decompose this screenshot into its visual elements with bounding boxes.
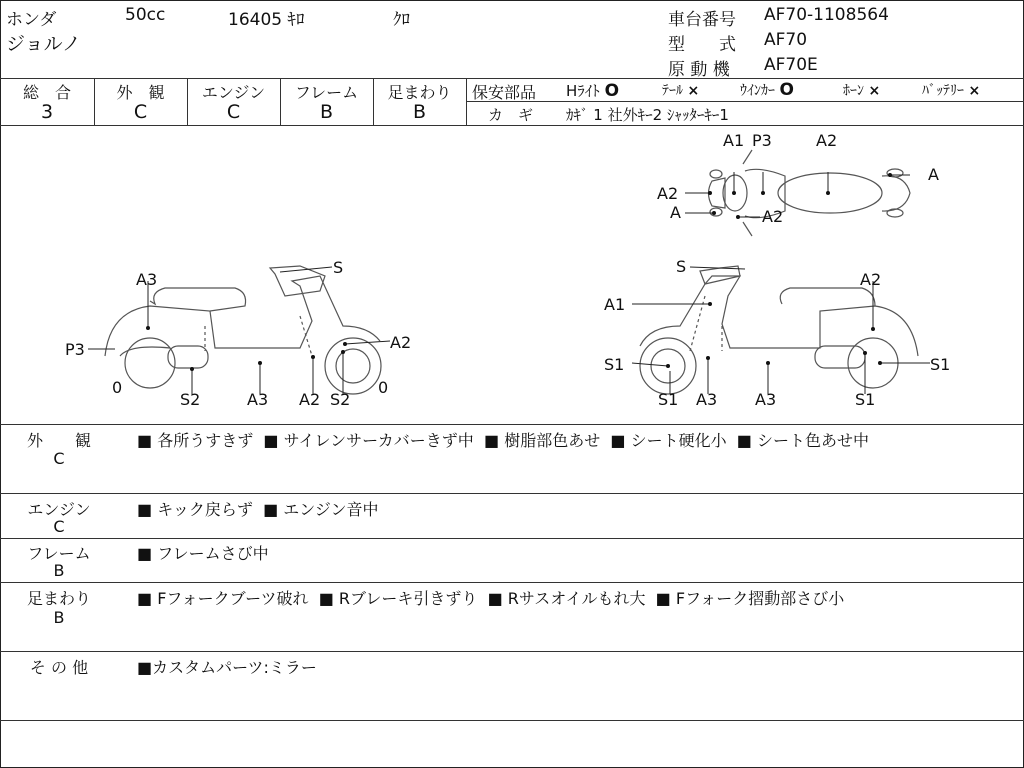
diag-label: S xyxy=(676,257,687,276)
divider xyxy=(0,424,1024,425)
diag-label: A1 xyxy=(723,131,745,150)
divider xyxy=(0,651,1024,652)
bullet-icon: ■ xyxy=(655,589,671,608)
note-item: Fフォーク摺動部さび小 xyxy=(675,589,845,608)
diag-label: A3 xyxy=(247,390,269,409)
note-item: 各所うすきず xyxy=(157,431,254,450)
section-other-label: そ の 他 xyxy=(29,658,89,677)
diag-label: A2 xyxy=(299,390,321,409)
bullet-icon: ■ xyxy=(483,431,500,450)
grade-overall-label: 総 合 xyxy=(22,83,71,102)
safety-item-mark: O xyxy=(604,81,620,101)
divider xyxy=(0,78,1024,79)
grade-overall-value: 3 xyxy=(40,101,54,123)
divider xyxy=(0,538,1024,539)
diag-label: A2 xyxy=(860,270,882,289)
section-frame-label: フレーム xyxy=(27,544,91,563)
section-engine-label: エンジン xyxy=(27,500,91,519)
safety-item-name: Hﾗｲﾄ xyxy=(566,82,600,100)
diag-label: S1 xyxy=(604,355,625,374)
section-engine-grade: C xyxy=(53,517,65,536)
maker: ホンダ xyxy=(6,10,57,30)
note-item: シート硬化小 xyxy=(630,431,727,450)
divider xyxy=(466,101,1024,102)
section-engine-items xyxy=(137,497,379,520)
section-exterior-items xyxy=(137,428,869,451)
grade-exterior-label: 外 観 xyxy=(116,83,165,102)
section-exterior-grade: C xyxy=(53,449,65,468)
diag-label: A xyxy=(670,203,681,222)
top-view-scooter xyxy=(709,150,911,236)
diag-label: A2 xyxy=(762,207,784,226)
safety-item-name: ﾎｰﾝ xyxy=(843,83,864,99)
grade-frame-label: フレーム xyxy=(294,83,359,102)
safety-tail xyxy=(662,80,699,100)
safety-item-name: ﾊﾞｯﾃﾘｰ xyxy=(922,83,964,99)
bullet-icon: ■ xyxy=(137,500,153,519)
divider xyxy=(0,720,1024,721)
type-label: 型 式 xyxy=(668,35,736,55)
diag-label: A xyxy=(928,165,939,184)
grade-engine-label: エンジン xyxy=(201,83,266,102)
note-item: Fフォークブーツ破れ xyxy=(157,589,309,608)
diag-label: A3 xyxy=(696,390,718,409)
safety-winker xyxy=(740,80,794,100)
bullet-icon: ■ xyxy=(137,589,153,608)
safety-item-name: ﾃｰﾙ xyxy=(662,83,683,99)
diag-label: A3 xyxy=(136,270,158,289)
displacement: 50cc xyxy=(125,5,166,25)
note-item: Rサスオイルもれ大 xyxy=(507,589,646,608)
bullet-icon: ■ xyxy=(318,589,334,608)
bullet-icon: ■ xyxy=(263,431,279,450)
safety-headlight xyxy=(566,80,619,101)
note-item: フレームさび中 xyxy=(157,544,269,563)
type-value: AF70 xyxy=(764,30,808,50)
grade-suspension-label: 足まわり xyxy=(387,83,452,102)
diag-label: P3 xyxy=(752,131,772,150)
engine-value: AF70E xyxy=(764,55,818,75)
grade-suspension-value: B xyxy=(412,101,427,123)
bullet-icon: ■ xyxy=(610,431,626,450)
diag-label: P3 xyxy=(65,340,85,359)
safety-horn xyxy=(843,80,880,100)
safety-item-mark: O xyxy=(779,80,794,100)
diag-label: S1 xyxy=(658,390,679,409)
damage-diagram xyxy=(0,126,1024,424)
note-item: シート色あせ中 xyxy=(757,431,870,450)
bullet-icon: ■ xyxy=(487,589,503,608)
diag-label: A1 xyxy=(604,295,626,314)
safety-item-name: ｳｲﾝｶｰ xyxy=(740,83,775,99)
note-item: エンジン音中 xyxy=(283,500,379,519)
safety-label: 保安部品 xyxy=(472,83,537,102)
safety-battery xyxy=(922,80,980,100)
grade-exterior-value: C xyxy=(133,101,148,123)
mileage: 16405 ｷﾛ xyxy=(228,10,305,30)
safety-item-mark: × xyxy=(687,83,700,99)
model-name: ジョルノ xyxy=(6,33,81,55)
grade-engine-value: C xyxy=(226,101,241,123)
safety-item-mark: × xyxy=(968,83,981,99)
divider xyxy=(0,493,1024,494)
section-exterior-label: 外 観 xyxy=(26,431,91,450)
frame-no-label: 車台番号 xyxy=(668,10,736,30)
diag-label: A2 xyxy=(816,131,838,150)
note-item: 樹脂部色あせ xyxy=(504,431,601,450)
diag-label: 0 xyxy=(112,378,123,397)
bullet-icon: ■ xyxy=(263,500,279,519)
bullet-icon: ■ xyxy=(736,431,752,450)
note-item: キック戻らず xyxy=(157,500,253,519)
note-item: Rブレーキ引きずり xyxy=(338,589,478,608)
section-other-items: ■カスタムパーツ:ミラー xyxy=(137,658,317,677)
engine-label: 原 動 機 xyxy=(668,60,730,80)
color: ｸﾛ xyxy=(393,10,410,30)
section-suspension-label: 足まわり xyxy=(26,589,91,608)
section-suspension-items xyxy=(137,586,844,609)
bullet-icon: ■ xyxy=(137,544,153,563)
bullet-icon: ■ xyxy=(137,431,153,450)
section-frame-grade: B xyxy=(53,561,65,580)
grade-frame-value: B xyxy=(319,101,334,123)
diag-label: S1 xyxy=(930,355,951,374)
diag-label: 0 xyxy=(378,378,389,397)
diag-label: S2 xyxy=(330,390,351,409)
diag-label: S2 xyxy=(180,390,201,409)
frame-no: AF70-1108564 xyxy=(764,5,889,25)
diag-label: S xyxy=(333,258,344,277)
safety-item-mark: × xyxy=(868,83,881,99)
divider xyxy=(0,582,1024,583)
note-item: サイレンサーカバーきず中 xyxy=(283,431,474,450)
section-suspension-grade: B xyxy=(53,608,65,627)
diag-label: S1 xyxy=(855,390,876,409)
diag-label: A2 xyxy=(390,333,412,352)
diag-label: A2 xyxy=(657,184,679,203)
section-frame-items xyxy=(137,541,269,564)
key-label: カ ギ xyxy=(488,106,534,124)
key-info: ｶｷﾞ 1 社外ｷｰ2 ｼｬｯﾀｰｷｰ1 xyxy=(566,106,729,124)
diag-label: A3 xyxy=(755,390,777,409)
